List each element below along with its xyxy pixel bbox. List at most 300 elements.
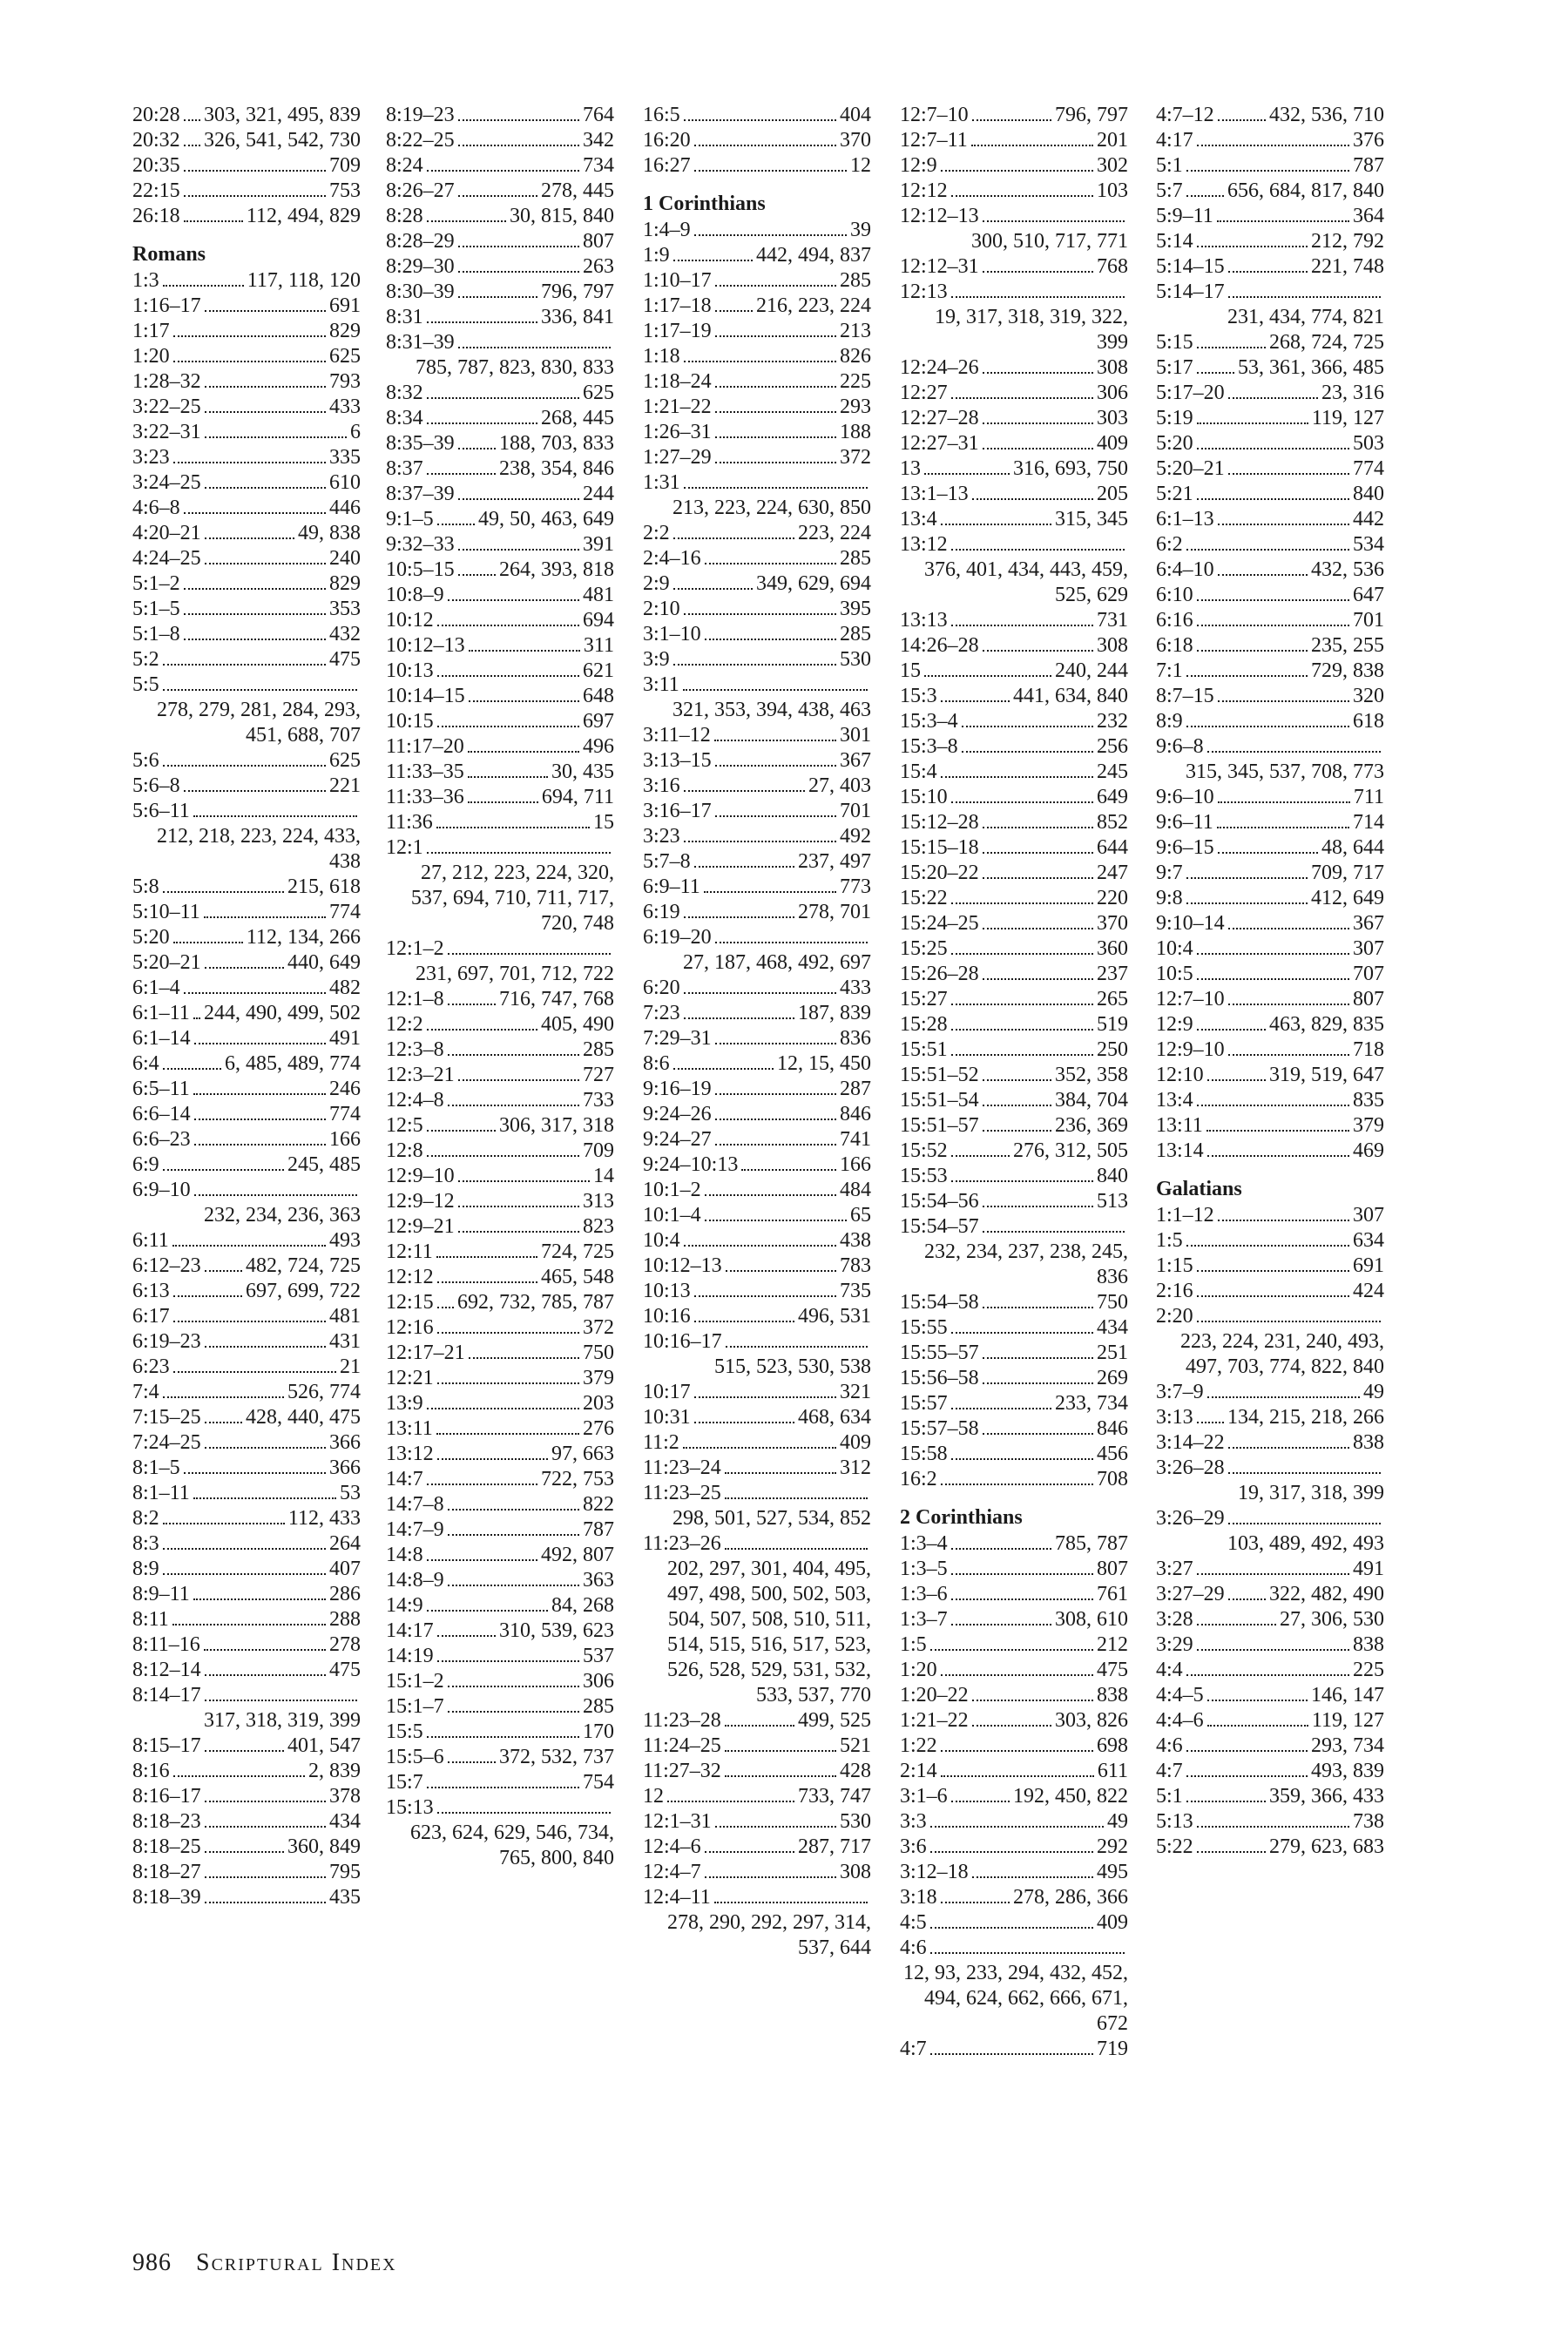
index-entry — [1156, 1430, 1384, 1456]
dot-leader — [205, 1801, 326, 1802]
verse-reference: 6:16 — [1156, 609, 1193, 632]
page-numbers: 826 — [840, 345, 871, 368]
verse-reference: 8:14–17 — [132, 1684, 201, 1707]
index-entry — [900, 406, 1128, 431]
index-entry — [386, 1315, 614, 1341]
index-entry — [643, 1860, 871, 1885]
dot-leader — [184, 639, 326, 640]
index-entry — [386, 204, 614, 229]
dot-leader — [448, 1761, 496, 1763]
dot-leader — [1207, 1155, 1349, 1157]
page-numbers: 391 — [583, 533, 614, 556]
dot-leader — [205, 1826, 326, 1828]
page-numbers: 27, 187, 468, 492, 697 — [683, 951, 871, 974]
verse-reference: 10:14–15 — [386, 685, 465, 707]
index-entry — [386, 1391, 614, 1416]
page-numbers: 27, 306, 530 — [1280, 1608, 1384, 1631]
index-entry — [900, 1063, 1128, 1088]
index-entry — [386, 558, 614, 583]
verse-reference: 3:14–22 — [1156, 1431, 1225, 1454]
verse-reference: 12:12–31 — [900, 255, 979, 278]
index-entry — [386, 1770, 614, 1795]
dot-leader — [184, 588, 326, 590]
index-entry — [386, 330, 614, 381]
dot-leader — [1197, 625, 1349, 626]
page-numbers: 6, 485, 489, 774 — [225, 1052, 361, 1075]
verse-reference: 15:1–7 — [386, 1695, 444, 1718]
dot-leader — [930, 2053, 1093, 2055]
dot-leader — [983, 372, 1093, 374]
page-numbers: 53 — [340, 1482, 361, 1504]
page-numbers: 269 — [1097, 1367, 1128, 1389]
dot-leader — [983, 220, 1125, 222]
page-numbers: 240 — [329, 547, 361, 570]
page-numbers: 352, 358 — [1055, 1064, 1128, 1086]
index-entry — [386, 179, 614, 204]
verse-reference: 12:27 — [900, 382, 948, 404]
verse-reference: 3:18 — [900, 1886, 937, 1909]
verse-reference: 3:27 — [1156, 1558, 1193, 1580]
dot-leader — [163, 1573, 326, 1575]
dot-leader — [951, 549, 1125, 551]
index-entry — [643, 976, 871, 1001]
dot-leader — [1207, 751, 1381, 753]
page-numbers: 409 — [1097, 1911, 1128, 1934]
page-numbers: 264, 393, 818 — [499, 558, 614, 581]
page-numbers: 349, 629, 694 — [756, 572, 871, 595]
dot-leader — [1186, 1775, 1308, 1777]
index-entry — [132, 204, 361, 229]
page-numbers: 363 — [583, 1569, 614, 1592]
dot-leader — [715, 1119, 836, 1120]
dot-leader — [1186, 549, 1349, 551]
verse-reference: 8:31 — [386, 306, 423, 328]
dot-leader — [951, 1029, 1093, 1031]
verse-reference: 3:7–9 — [1156, 1381, 1204, 1403]
dot-leader — [1186, 1674, 1349, 1676]
dot-leader — [427, 1155, 579, 1157]
index-entry — [132, 1405, 361, 1430]
dot-leader — [725, 1548, 868, 1550]
index-entry — [386, 1139, 614, 1164]
index-entry — [900, 1214, 1128, 1290]
index-entry — [132, 268, 361, 294]
page-numbers: 433 — [840, 977, 871, 999]
page-numbers: 192, 450, 822 — [1013, 1785, 1128, 1808]
dot-leader — [437, 1382, 579, 1384]
dot-leader — [1197, 1029, 1266, 1031]
verse-reference: 1:3–7 — [900, 1608, 948, 1631]
dot-leader — [1228, 1472, 1381, 1474]
verse-reference: 8:22–25 — [386, 129, 455, 152]
dot-leader — [173, 1295, 242, 1297]
page-numbers: 212, 218, 223, 224, 433, 438 — [157, 825, 361, 873]
page-numbers: 23, 316 — [1321, 382, 1384, 404]
index-entry — [1156, 456, 1384, 482]
page-number: 986 — [132, 2249, 172, 2276]
verse-reference: 14:19 — [386, 1645, 434, 1667]
dot-leader — [437, 726, 579, 727]
verse-reference: 3:11 — [643, 673, 679, 696]
verse-reference: 6:18 — [1156, 634, 1193, 657]
page-numbers: 709 — [329, 154, 361, 177]
verse-reference: 1:3–4 — [900, 1532, 948, 1555]
verse-reference: 13:13 — [900, 609, 948, 632]
dot-leader — [1228, 397, 1318, 399]
page-numbers: 223, 224, 231, 240, 493, 497, 703, 774, 822, 840 — [1180, 1330, 1384, 1378]
index-entry — [132, 1632, 361, 1658]
verse-reference: 9:6–15 — [1156, 836, 1214, 859]
page-numbers: 829 — [329, 320, 361, 342]
index-entry — [643, 1456, 871, 1481]
page-numbers: 787 — [1353, 154, 1384, 177]
index-entry — [386, 229, 614, 254]
verse-reference: 8:18–27 — [132, 1861, 201, 1883]
page-numbers: 499, 525 — [798, 1709, 871, 1732]
verse-reference: 8:9–11 — [132, 1583, 190, 1605]
index-entry — [1156, 1658, 1384, 1683]
page-numbers: 240, 244 — [1055, 659, 1128, 682]
index-entry — [900, 355, 1128, 381]
page-numbers: 245, 485 — [287, 1153, 361, 1176]
index-entry — [1156, 1304, 1384, 1380]
page-numbers: 761 — [1097, 1583, 1128, 1605]
index-entry — [1156, 431, 1384, 456]
page-numbers: 836 — [840, 1027, 871, 1050]
index-entry — [1156, 1456, 1384, 1506]
page-numbers: 203 — [583, 1392, 614, 1415]
dot-leader — [1197, 1422, 1224, 1423]
index-entry — [643, 1759, 871, 1784]
dot-leader — [1197, 1105, 1349, 1106]
verse-reference: 5:17 — [1156, 356, 1193, 379]
dot-leader — [714, 740, 836, 741]
dot-leader — [673, 1068, 774, 1070]
page-numbers: 734 — [583, 154, 614, 177]
index-entry — [643, 1734, 871, 1759]
index-entry — [643, 1531, 871, 1708]
verse-reference: 14:7–9 — [386, 1518, 444, 1541]
index-entry — [643, 1254, 871, 1279]
verse-reference: 5:5 — [132, 673, 159, 696]
verse-reference: 15:10 — [900, 786, 948, 808]
verse-reference: 1:9 — [643, 244, 670, 267]
page-numbers: 435 — [329, 1886, 361, 1909]
dot-leader — [951, 1598, 1093, 1600]
index-entry — [1156, 1254, 1384, 1279]
page-numbers: 412, 649 — [1311, 887, 1384, 909]
page-numbers: 292 — [1097, 1835, 1128, 1858]
dot-leader — [951, 1573, 1093, 1575]
verse-reference: 5:10–11 — [132, 901, 200, 923]
verse-reference: 6:2 — [1156, 533, 1183, 556]
dot-leader — [694, 1295, 836, 1297]
verse-reference: 3:22–25 — [132, 395, 201, 418]
dot-leader — [205, 411, 326, 413]
index-entry — [643, 774, 871, 799]
index-entry — [132, 153, 361, 179]
dot-leader — [684, 1245, 836, 1247]
index-entry — [132, 179, 361, 204]
dot-leader — [715, 310, 753, 312]
page-numbers: 835 — [1353, 1089, 1384, 1112]
index-entry — [643, 1885, 871, 1961]
dot-leader — [205, 386, 326, 388]
dot-leader — [715, 462, 836, 463]
page-numbers: 232, 234, 236, 363 — [204, 1204, 361, 1227]
index-entry — [643, 1279, 871, 1304]
dot-leader — [427, 1029, 537, 1031]
dot-leader — [705, 639, 836, 640]
index-entry — [643, 344, 871, 369]
index-entry — [1156, 1228, 1384, 1254]
index-entry — [1156, 1405, 1384, 1430]
page-numbers: 221, 748 — [1311, 255, 1384, 278]
verse-reference: 1:18 — [643, 345, 680, 368]
verse-reference: 1:20 — [900, 1659, 937, 1681]
index-entry — [643, 546, 871, 571]
verse-reference: 12:9–12 — [386, 1190, 455, 1213]
verse-reference: 5:1–2 — [132, 572, 180, 595]
index-entry — [386, 1669, 614, 1694]
dot-leader — [427, 1408, 579, 1409]
dot-leader — [1186, 675, 1308, 677]
verse-reference: 10:12 — [386, 609, 434, 632]
verse-reference: 8:28 — [386, 205, 423, 227]
index-entry — [386, 431, 614, 456]
index-entry — [1156, 280, 1384, 330]
page-numbers: 301 — [840, 724, 871, 747]
page-numbers: 202, 297, 301, 404, 495, 497, 498, 500, 502, 503, 504, 507, 508, 510, 511, 514, 515, 516, 517, 523, 526, 528, 529, 531, 532, 533, 537, 770 — [667, 1558, 871, 1707]
page-numbers: 372 — [583, 1316, 614, 1339]
page-numbers: 733, 747 — [798, 1785, 871, 1808]
page-numbers: 829 — [329, 572, 361, 595]
dot-leader — [193, 1497, 336, 1499]
page-numbers: 785, 787, 823, 830, 833 — [416, 356, 614, 379]
verse-reference: 13:14 — [1156, 1139, 1204, 1162]
dot-leader — [715, 1093, 836, 1095]
verse-reference: 16:2 — [900, 1468, 937, 1490]
verse-reference: 4:6 — [900, 1936, 927, 1959]
index-entry — [386, 1265, 614, 1290]
page-numbers: 213, 223, 224, 630, 850 — [672, 497, 871, 519]
index-entry — [132, 420, 361, 445]
page-numbers: 188 — [840, 421, 871, 443]
dot-leader — [726, 1346, 868, 1348]
page-numbers: 232 — [1097, 710, 1128, 733]
dot-leader — [1186, 1750, 1308, 1752]
verse-reference: 15:4 — [900, 760, 937, 783]
verse-reference: 8:37–39 — [386, 483, 455, 505]
page-numbers: 316, 693, 750 — [1013, 457, 1128, 480]
verse-reference: 12:4–6 — [643, 1835, 701, 1858]
page-numbers: 840 — [1097, 1165, 1128, 1187]
page-numbers: 395 — [840, 598, 871, 620]
page-numbers: 621 — [583, 659, 614, 682]
verse-reference: 11:36 — [386, 811, 433, 834]
page-numbers: 491 — [329, 1027, 361, 1050]
page-numbers: 336, 841 — [541, 306, 614, 328]
verse-reference: 6:10 — [1156, 584, 1193, 606]
dot-leader — [983, 1382, 1093, 1384]
dot-leader — [448, 953, 611, 955]
dot-leader — [715, 942, 868, 943]
index-entry — [900, 1164, 1128, 1189]
dot-leader — [448, 599, 579, 601]
index-entry — [386, 1619, 614, 1644]
page-numbers: 19, 317, 318, 399 — [1238, 1482, 1384, 1504]
index-entry — [900, 1315, 1128, 1341]
dot-leader — [205, 1270, 242, 1272]
index-entry — [900, 381, 1128, 406]
dot-leader — [173, 1371, 336, 1373]
index-entry — [386, 1568, 614, 1593]
page-numbers: 428, 440, 475 — [246, 1406, 361, 1429]
index-entry — [643, 1708, 871, 1734]
dot-leader — [427, 473, 496, 475]
page-numbers: 201 — [1097, 129, 1128, 152]
index-entry — [386, 1366, 614, 1391]
verse-reference: 6:20 — [643, 977, 680, 999]
verse-reference: 5:7–8 — [643, 850, 691, 873]
index-entry — [1156, 583, 1384, 608]
verse-reference: 13:11 — [386, 1417, 433, 1440]
dot-leader — [1197, 145, 1349, 146]
page-numbers: 285 — [583, 1695, 614, 1718]
page-numbers: 359, 366, 433 — [1269, 1785, 1384, 1808]
dot-leader — [1218, 574, 1308, 576]
index-entry — [1156, 1139, 1384, 1164]
dot-leader — [983, 271, 1093, 273]
dot-leader — [184, 119, 200, 121]
verse-reference: 13:1–13 — [900, 483, 969, 505]
index-entry — [900, 1885, 1128, 1910]
index-entry — [900, 204, 1128, 254]
index-entry — [643, 1203, 871, 1228]
verse-reference: 1:20 — [132, 345, 170, 368]
dot-leader — [205, 310, 326, 312]
page-numbers: 321 — [840, 1381, 871, 1403]
page-numbers: 278, 286, 366 — [1013, 1886, 1128, 1909]
index-entry — [643, 748, 871, 774]
page-numbers: 796, 797 — [541, 280, 614, 303]
index-entry — [132, 1456, 361, 1481]
dot-leader — [971, 145, 1093, 146]
verse-reference: 12:12–13 — [900, 205, 979, 227]
verse-reference: 1:21–22 — [900, 1709, 969, 1732]
index-entry — [900, 431, 1128, 456]
verse-reference: 16:5 — [643, 104, 680, 126]
verse-reference: 1:26–31 — [643, 421, 712, 443]
dot-leader — [1207, 1079, 1266, 1081]
page-numbers: 753 — [329, 179, 361, 202]
verse-reference: 5:1 — [1156, 154, 1183, 177]
index-entry — [132, 496, 361, 521]
verse-reference: 8:16 — [132, 1760, 170, 1782]
page-numbers: 708 — [1097, 1468, 1128, 1490]
page-numbers: 366 — [329, 1431, 361, 1454]
page-numbers: 442 — [1353, 508, 1384, 531]
page-numbers: 308 — [840, 1861, 871, 1883]
verse-reference: 1:21–22 — [643, 395, 712, 418]
index-entry — [900, 280, 1128, 355]
page-numbers: 6 — [350, 421, 361, 443]
page-numbers: 656, 684, 817, 840 — [1227, 179, 1384, 202]
index-entry — [900, 1759, 1128, 1784]
page-numbers: 278, 279, 281, 284, 293, 451, 688, 707 — [157, 699, 361, 747]
page-numbers: 376, 401, 434, 443, 459, 525, 629 — [924, 558, 1128, 606]
index-entry — [386, 1164, 614, 1189]
page-numbers: 428 — [840, 1760, 871, 1782]
page-numbers: 475 — [1097, 1659, 1128, 1681]
verse-reference: 2:10 — [643, 598, 680, 620]
page-numbers: 714 — [1353, 811, 1384, 834]
page-numbers: 733 — [583, 1089, 614, 1112]
dot-leader — [1228, 271, 1308, 273]
page-numbers: 441, 634, 840 — [1013, 685, 1128, 707]
verse-reference: 9:7 — [1156, 862, 1183, 884]
dot-leader — [951, 397, 1093, 399]
page-numbers: 188, 703, 833 — [499, 432, 614, 455]
index-entry — [1156, 355, 1384, 381]
index-entry — [132, 1355, 361, 1380]
verse-reference: 15:5 — [386, 1720, 423, 1743]
dot-leader — [1197, 650, 1308, 652]
page-numbers: 719 — [1097, 2038, 1128, 2060]
page-numbers: 434 — [1097, 1316, 1128, 1339]
index-entry — [386, 1745, 614, 1770]
verse-reference: 13 — [900, 457, 921, 480]
index-entry — [643, 1178, 871, 1203]
verse-reference: 3:1–6 — [900, 1785, 948, 1808]
index-entry — [900, 1531, 1128, 1557]
page-numbers: 205 — [1097, 483, 1128, 505]
verse-reference: 12:16 — [386, 1316, 434, 1339]
index-entry — [643, 243, 871, 268]
verse-reference: 15:7 — [386, 1771, 423, 1794]
page-numbers: 482, 724, 725 — [246, 1254, 361, 1277]
index-entry — [386, 280, 614, 305]
index-entry — [643, 294, 871, 319]
dot-leader — [172, 1624, 326, 1625]
page-numbers: 278 — [329, 1633, 361, 1656]
dot-leader — [951, 902, 1093, 904]
verse-reference: 12:7–10 — [1156, 988, 1225, 1010]
dot-leader — [951, 1624, 1051, 1625]
dot-leader — [972, 1725, 1051, 1727]
verse-reference: 5:9–11 — [1156, 205, 1213, 227]
page-numbers: 513 — [1097, 1190, 1128, 1213]
verse-reference: 3:12–18 — [900, 1861, 969, 1883]
dot-leader — [205, 1902, 326, 1903]
dot-leader — [951, 801, 1093, 803]
dot-leader — [983, 1105, 1051, 1106]
index-entry — [1156, 381, 1384, 406]
dot-leader — [705, 1876, 836, 1878]
index-entry — [643, 470, 871, 521]
dot-leader — [193, 815, 357, 817]
dot-leader — [683, 1447, 836, 1449]
page-numbers: 166 — [840, 1153, 871, 1176]
dot-leader — [205, 563, 326, 564]
page-numbers: 360, 849 — [287, 1835, 361, 1858]
dot-leader — [1218, 119, 1266, 121]
dot-leader — [1228, 1598, 1266, 1600]
verse-reference: 6:1–4 — [132, 977, 180, 999]
index-entry — [386, 1113, 614, 1139]
index-entry — [132, 1051, 361, 1077]
page-numbers: 19, 317, 318, 319, 322, 399 — [935, 306, 1128, 354]
